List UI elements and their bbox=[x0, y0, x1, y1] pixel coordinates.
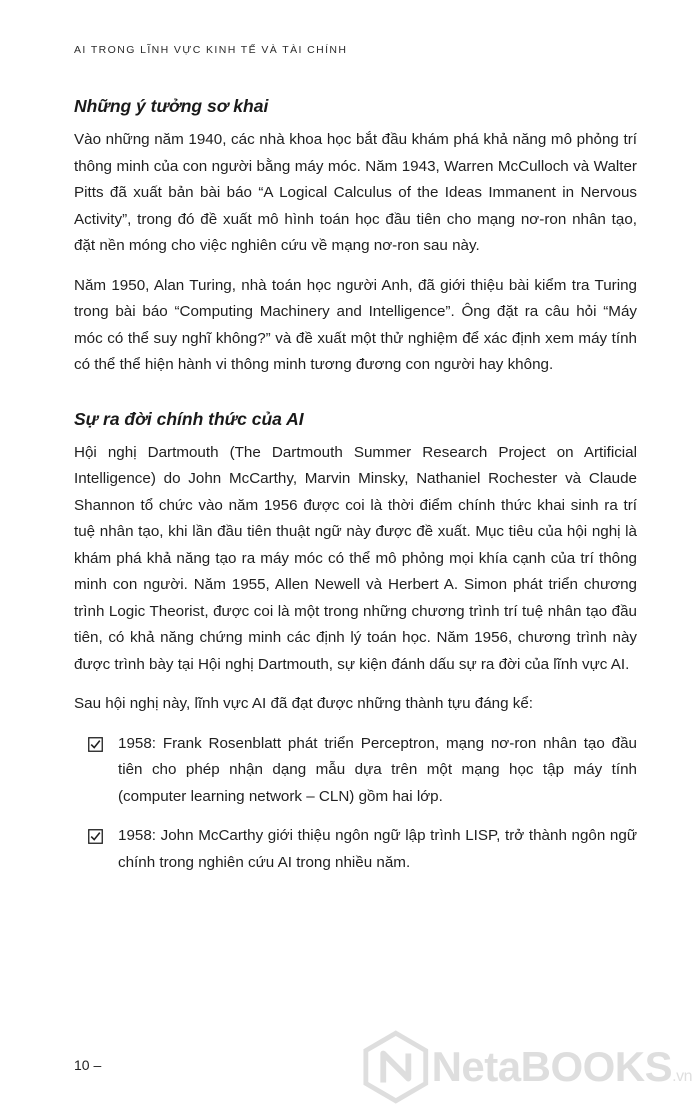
list-item-text: 1958: John McCarthy giới thiệu ngôn ngữ lập trình LISP, trở thành ngôn ngữ chính trong nghiên cứu AI trong nhiều năm. bbox=[118, 827, 637, 871]
watermark-tld: .vn bbox=[672, 1068, 692, 1085]
section-heading-birth-of-ai: Sự ra đời chính thức của AI bbox=[74, 408, 304, 429]
paragraph: Năm 1950, Alan Turing, nhà toán học người Anh, đã giới thiệu bài kiểm tra Turing trong bài báo “Computing Machinery and Intelligence”. Ông đặt ra câu hỏi “Máy móc có thể suy nghĩ không?” và đề xuất một thử nghiệm để xác định xem máy tính có thể thể hiện hành vi thông minh tương đương con người hay không. bbox=[74, 276, 637, 373]
watermark-brand: NetaBOOKS.vn bbox=[431, 1043, 692, 1090]
section-heading-early-ideas: Những ý tưởng sơ khai bbox=[74, 96, 269, 116]
page-number: 10 – bbox=[74, 1057, 102, 1073]
list-item-text: 1958: Frank Rosenblatt phát triển Perceptron, mạng nơ-ron nhân tạo đầu tiên cho phép nhận dạng mẫu dựa trên một mạng học tập máy tính (computer learning network – CLN) gồm hai lớp. bbox=[118, 734, 637, 805]
list-item bbox=[74, 823, 637, 876]
netabooks-logo-icon bbox=[362, 1029, 430, 1105]
checkbox-checked-icon bbox=[88, 829, 103, 844]
running-header: AI TRONG LĨNH VỰC KINH TẾ VÀ TÀI CHÍNH bbox=[74, 44, 348, 56]
page-body bbox=[74, 96, 637, 889]
paragraph: Vào những năm 1940, các nhà khoa học bắt đầu khám phá khả năng mô phỏng trí thông minh của con người bằng máy móc. Năm 1943, Warren McCulloch và Walter Pitts đã xuất bản bài báo “A Logical Calculus of the Ideas Immanent in Nervous Activity”, trong đó đề xuất mô hình toán học đầu tiên cho mạng nơ-ron nhân tạo, đặt nền móng cho việc nghiên cứu về mạng nơ-ron sau này. bbox=[74, 131, 637, 254]
milestone-list bbox=[74, 731, 637, 877]
paragraph: Hội nghị Dartmouth (The Dartmouth Summer Research Project on Artificial Intelligence) do John McCarthy, Marvin Minsky, Nathaniel Rochester và Claude Shannon tổ chức vào năm 1956 được coi là thời điểm chính thức khai sinh ra trí tuệ nhân tạo, khi lần đầu tiên thuật ngữ này được đề xuất. Mục tiêu của hội nghị là khám phá khả năng tạo ra máy móc có thể mô phỏng mọi khía cạnh của trí thông minh con người. Năm 1955, Allen Newell và Herbert A. Simon phát triển chương trình Logic Theorist, được coi là một trong những chương trình trí tuệ nhân tạo đầu tiên, có khả năng chứng minh các định lý toán học. Năm 1956, chương trình này được trình bày tại Hội nghị Dartmouth, sự kiện đánh dấu sự ra đời của lĩnh vực AI. bbox=[74, 443, 637, 673]
paragraph: Sau hội nghị này, lĩnh vực AI đã đạt được những thành tựu đáng kể: bbox=[74, 695, 534, 712]
checkbox-checked-icon bbox=[88, 737, 103, 752]
list-item bbox=[74, 731, 637, 811]
watermark bbox=[362, 1027, 692, 1107]
